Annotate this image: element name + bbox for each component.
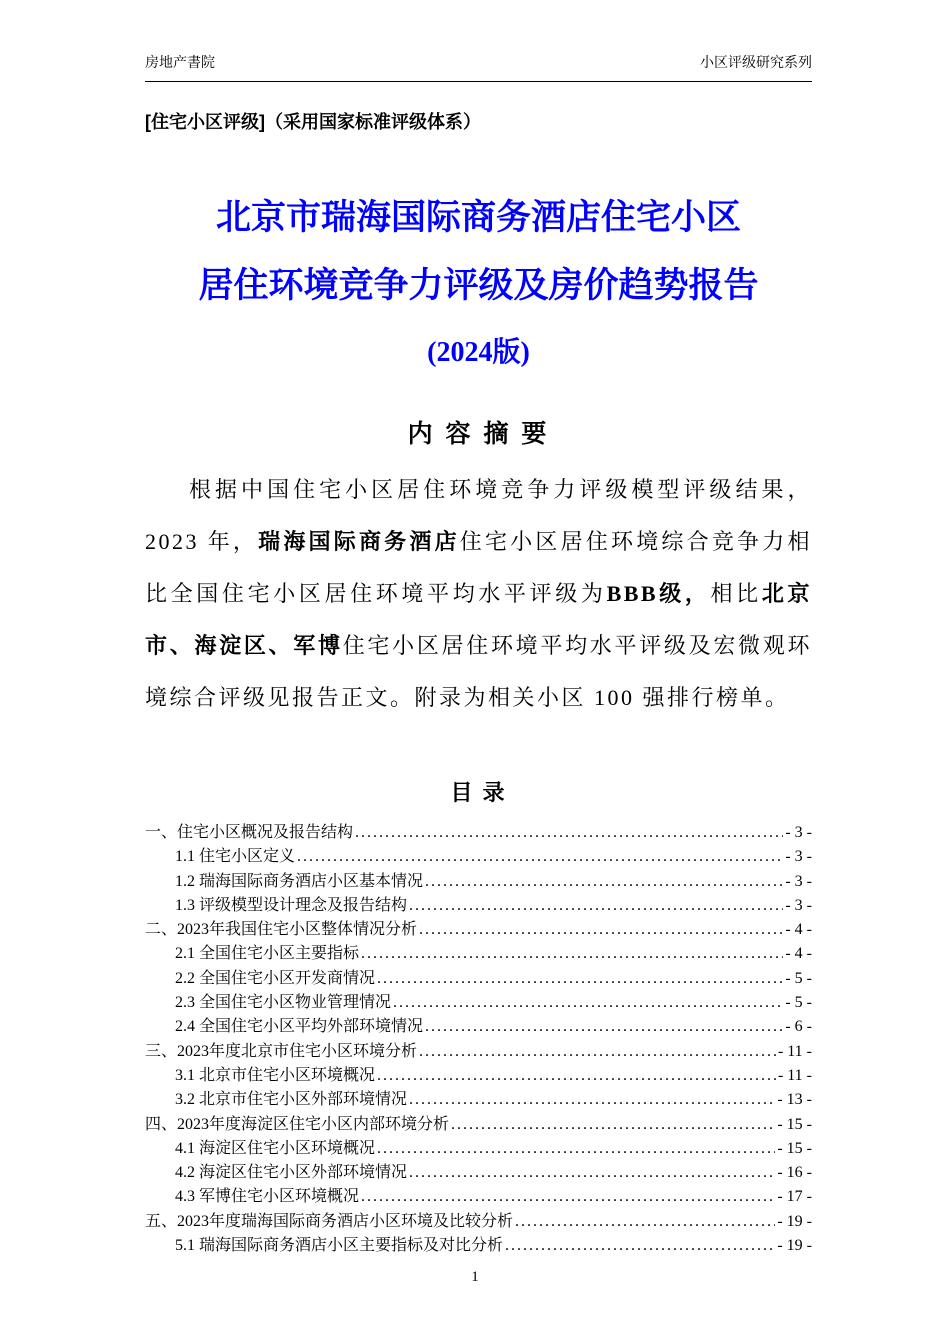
- toc-entry-page: - 17 -: [777, 1188, 812, 1206]
- document-header: [145, 52, 812, 82]
- toc-entry: [145, 1210, 812, 1234]
- toc-entry: [145, 821, 812, 845]
- toc-entry-label: 5.1 瑞海国际商务酒店小区主要指标及对比分析: [175, 1237, 504, 1255]
- toc-entry: [145, 1113, 812, 1137]
- toc-entry-label: 2.3 全国住宅小区物业管理情况: [175, 994, 392, 1012]
- summary-bold-text: BBB级，: [606, 581, 711, 606]
- toc-leader-dots: [297, 845, 783, 869]
- toc-entry: [145, 870, 812, 894]
- rating-system-note: [住宅小区评级]（采用国家标准评级体系）: [145, 112, 481, 132]
- toc-entry-page: - 13 -: [777, 1091, 812, 1109]
- toc-entry: [145, 1234, 812, 1258]
- toc-entry: [145, 845, 812, 869]
- toc-entry-page: - 15 -: [777, 1139, 812, 1157]
- toc-leader-dots: [361, 942, 783, 966]
- toc-entry-label: 1.3 评级模型设计理念及报告结构: [175, 896, 408, 914]
- toc-entry: [145, 1015, 812, 1039]
- toc-entry-page: - 4 -: [785, 921, 812, 939]
- toc-list: [145, 821, 812, 1258]
- toc-entry-page: - 11 -: [777, 1066, 812, 1084]
- toc-entry-label: 1.1 住宅小区定义: [175, 848, 296, 866]
- report-title-line1: 北京市瑞海国际商务酒店住宅小区: [215, 198, 741, 237]
- summary-text-segment: 根据中国住宅小区居住环境竞争力评级模型评级结果，2023 年，: [145, 477, 812, 554]
- toc-leader-dots: [377, 967, 783, 991]
- report-edition: (2024版): [427, 337, 530, 368]
- toc-entry-page: - 3 -: [785, 848, 812, 866]
- summary-bold-text: 瑞海国际商务酒店: [258, 529, 460, 554]
- toc-leader-dots: [409, 894, 783, 918]
- toc-entry-label: 3.2 北京市住宅小区外部环境情况: [175, 1091, 408, 1109]
- toc-entry-page: - 3 -: [785, 872, 812, 890]
- toc-leader-dots: [409, 1088, 775, 1112]
- toc-entry-page: - 19 -: [777, 1237, 812, 1255]
- toc-entry-label: 2.2 全国住宅小区开发商情况: [175, 969, 376, 987]
- toc-leader-dots: [377, 1137, 775, 1161]
- toc-entry-page: - 16 -: [777, 1164, 812, 1182]
- toc-entry-page: - 4 -: [785, 945, 812, 963]
- toc-leader-dots: [451, 1113, 775, 1137]
- toc-leader-dots: [425, 870, 783, 894]
- summary-bold-text: 北京市、海淀区、军博: [145, 581, 812, 658]
- toc-entry-page: - 5 -: [785, 969, 812, 987]
- toc-entry-page: - 3 -: [785, 896, 812, 914]
- toc-entry-page: - 11 -: [777, 1042, 812, 1060]
- toc-leader-dots: [409, 1161, 775, 1185]
- toc-entry: [145, 991, 812, 1015]
- summary-text-segment: 相比: [710, 581, 762, 606]
- toc-leader-dots: [515, 1210, 775, 1234]
- summary-heading: 内 容 摘 要: [407, 420, 550, 448]
- toc-entry: [145, 1185, 812, 1209]
- report-title-line2: 居住环境竞争力评级及房价趋势报告: [198, 266, 759, 305]
- header-right-text: 小区评级研究系列: [700, 56, 812, 71]
- toc-entry: [145, 918, 812, 942]
- toc-entry-label: 五、2023年度瑞海国际商务酒店小区环境及比较分析: [145, 1212, 514, 1230]
- toc-entry-label: 二、2023年我国住宅小区整体情况分析: [145, 921, 418, 939]
- toc-entry-label: 1.2 瑞海国际商务酒店小区基本情况: [175, 872, 424, 890]
- toc-entry: [145, 1088, 812, 1112]
- toc-leader-dots: [419, 1040, 776, 1064]
- header-left-text: 房地产書院: [145, 56, 215, 71]
- toc-entry-label: 三、2023年度北京市住宅小区环境分析: [145, 1042, 418, 1060]
- toc-entry: [145, 1040, 812, 1064]
- toc-leader-dots: [355, 821, 783, 845]
- toc-heading: 目 录: [450, 780, 507, 805]
- toc-leader-dots: [505, 1234, 775, 1258]
- summary-text-segment: 住宅小区居住环境平均水平评级及宏微观环境综合评级见报告正文。附录为相关小区 100 强排行榜单。: [145, 633, 812, 710]
- toc-leader-dots: [393, 991, 783, 1015]
- toc-entry-label: 4.1 海淀区住宅小区环境概况: [175, 1139, 376, 1157]
- toc-entry-page: - 5 -: [785, 994, 812, 1012]
- toc-entry: [145, 1161, 812, 1185]
- toc-entry-label: 2.1 全国住宅小区主要指标: [175, 945, 360, 963]
- toc-leader-dots: [361, 1185, 775, 1209]
- toc-entry-page: - 3 -: [785, 824, 812, 841]
- toc-entry-label: 4.2 海淀区住宅小区外部环境情况: [175, 1164, 408, 1182]
- toc-leader-dots: [377, 1064, 776, 1088]
- toc-entry-page: - 19 -: [777, 1212, 812, 1230]
- toc-leader-dots: [425, 1015, 783, 1039]
- toc-entry: [145, 967, 812, 991]
- toc-entry: [145, 1137, 812, 1161]
- toc-entry-page: - 15 -: [777, 1115, 812, 1133]
- summary-paragraph: [145, 464, 812, 724]
- toc-leader-dots: [419, 918, 783, 942]
- toc-entry-label: 四、2023年度海淀区住宅小区内部环境分析: [145, 1115, 450, 1133]
- toc-entry-label: 4.3 军博住宅小区环境概况: [175, 1188, 360, 1206]
- toc-entry: [145, 894, 812, 918]
- summary-text-segment: 住宅小区居住环境综合竞争力相比全国住宅小区居住环境平均水平评级为: [145, 529, 812, 606]
- page-number: 1: [471, 1269, 479, 1285]
- report-title: [145, 184, 812, 320]
- toc-entry-label: 一、住宅小区概况及报告结构: [145, 824, 354, 841]
- toc-entry-label: 3.1 北京市住宅小区环境概况: [175, 1066, 376, 1084]
- toc-entry-label: 2.4 全国住宅小区平均外部环境情况: [175, 1018, 424, 1036]
- toc-entry-page: - 6 -: [785, 1018, 812, 1036]
- toc-entry: [145, 1064, 812, 1088]
- toc-entry: [145, 942, 812, 966]
